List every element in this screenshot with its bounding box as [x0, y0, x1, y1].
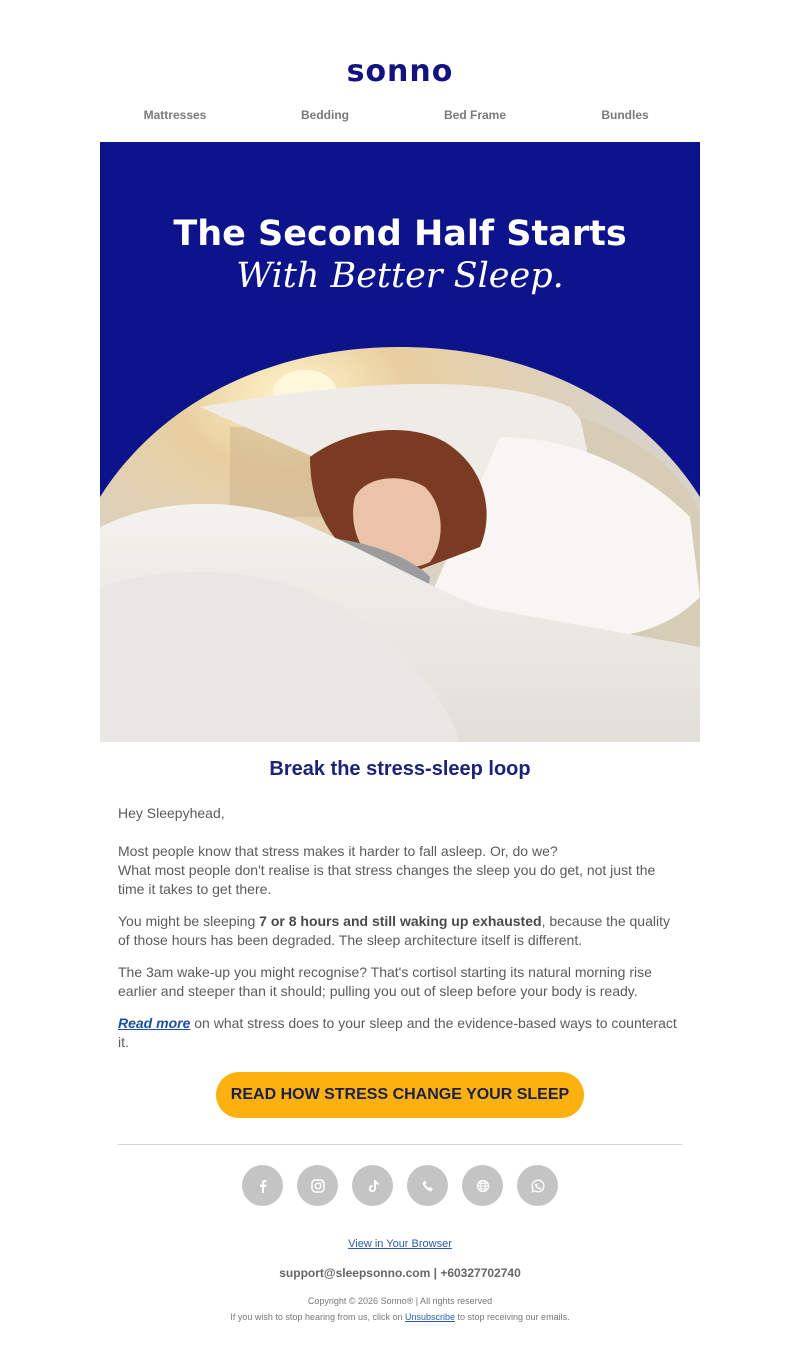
phone-icon[interactable]: [407, 1165, 448, 1206]
hero-sleeping-woman-image: [100, 347, 700, 742]
read-more-text: on what stress does to your sleep and the evidence-based ways to counteract it.: [118, 1015, 677, 1050]
intro-line-2: What most people don't realise is that stress changes the sleep you do get, not just the time it takes to get there.: [118, 862, 656, 897]
nav-bedding[interactable]: Bedding: [301, 108, 349, 122]
quality-emphasis: 7 or 8 hours and still waking up exhausted: [259, 913, 542, 929]
hero-banner[interactable]: [100, 142, 700, 742]
main-nav: [100, 108, 700, 122]
copyright-text: Copyright © 2026 Sonno® | All rights reserved: [307, 1296, 493, 1306]
nav-bed-frame[interactable]: Bed Frame: [443, 108, 507, 122]
hero-subtitle: With Better Sleep.: [236, 256, 564, 296]
facebook-icon[interactable]: [242, 1165, 283, 1206]
section-headline: Break the stress-sleep loop: [269, 758, 531, 780]
view-in-browser-link[interactable]: View in Your Browser: [348, 1238, 452, 1250]
email-body: [118, 804, 682, 1065]
tiktok-icon[interactable]: [352, 1165, 393, 1206]
social-links: [242, 1165, 558, 1206]
footer-divider: [118, 1144, 682, 1145]
paragraph-quality: [118, 912, 682, 950]
paragraph-read-more: [118, 1014, 682, 1052]
instagram-icon[interactable]: [297, 1165, 338, 1206]
intro-line-1: Most people know that stress makes it harder to fall asleep. Or, do we?: [118, 843, 558, 859]
whatsapp-icon[interactable]: [517, 1165, 558, 1206]
contact-info: support@sleepsonno.com | +60327702740: [279, 1266, 521, 1280]
unsubscribe-link[interactable]: Unsubscribe: [404, 1312, 456, 1322]
sonno-logo[interactable]: sonno: [346, 54, 454, 89]
greeting: Hey Sleepyhead,: [118, 805, 225, 821]
unsubscribe-notice: [0, 1312, 800, 1322]
hero-title: The Second Half Starts: [173, 214, 627, 254]
nav-mattresses[interactable]: Mattresses: [143, 108, 207, 122]
nav-bundles[interactable]: Bundles: [601, 108, 649, 122]
paragraph-cortisol: The 3am wake-up you might recognise? That's cortisol starting its natural morning rise earlier and steeper than it should; pulling you out of sleep before your body is ready.: [118, 964, 652, 999]
unsub-text-after: to stop receiving our emails.: [455, 1312, 570, 1322]
paragraph-intro: [118, 842, 682, 899]
quality-text-after: , because the quality of those hours has been degraded. The sleep architecture itself is different.: [118, 913, 670, 948]
globe-icon[interactable]: [462, 1165, 503, 1206]
read-more-link[interactable]: Read more: [118, 1015, 191, 1031]
quality-text-before: You might be sleeping: [118, 913, 260, 929]
unsub-text-before: If you wish to stop hearing from us, click on: [230, 1312, 405, 1322]
cta-button[interactable]: READ HOW STRESS CHANGE YOUR SLEEP: [216, 1072, 584, 1118]
view-in-browser: [0, 1238, 800, 1250]
